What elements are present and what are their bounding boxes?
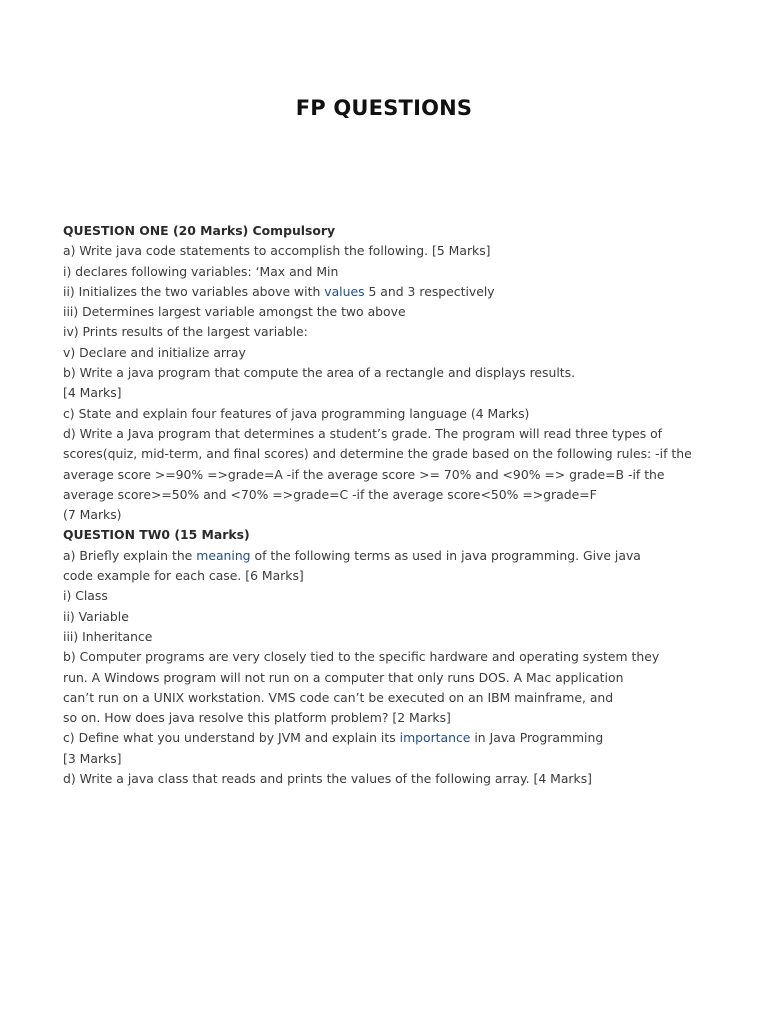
text-line: can’t run on a UNIX workstation. VMS code can’t be executed on an IBM mainframe, and	[63, 689, 614, 705]
text-segment: of the following terms as used in java programming. Give java	[250, 547, 641, 563]
text-line: iii) Inheritance	[63, 628, 153, 644]
text-line	[63, 282, 723, 302]
text-segment: 5 and 3 respectively	[364, 283, 495, 299]
inline-link[interactable]: meaning	[196, 547, 251, 563]
text-line: c) State and explain four features of java programming language (4 Marks)	[63, 405, 530, 421]
text-line: [3 Marks]	[63, 750, 122, 766]
text-line: average score>=50% and <70% =>grade=C -if the average score<50% =>grade=F	[63, 486, 597, 502]
text-line: average score >=90% =>grade=A -if the average score >= 70% and <90% => grade=B -if the	[63, 466, 665, 482]
text-line: ii) Variable	[63, 608, 129, 624]
question-heading: QUESTION TW0 (15 Marks)	[63, 527, 250, 543]
text-segment: a) Briefly explain the	[63, 547, 197, 563]
text-line: d) Write a java class that reads and prints the values of the following array. [4 Marks]	[63, 771, 592, 787]
text-line: i) declares following variables: ‘Max and Min	[63, 263, 339, 279]
text-line: scores(quiz, mid-term, and final scores) and determine the grade based on the following rules: -if the	[63, 446, 692, 462]
question-heading: QUESTION ONE (20 Marks) Compulsory	[63, 223, 336, 238]
text-line: iii) Determines largest variable amongst the two above	[63, 304, 406, 320]
text-segment: ii) Initializes the two variables above with	[63, 283, 325, 299]
inline-link[interactable]: values	[324, 283, 365, 299]
text-line: b) Write a java program that compute the area of a rectangle and displays results.	[63, 365, 576, 381]
text-segment: c) Define what you understand by JVM and explain its	[63, 730, 400, 746]
text-line	[63, 728, 723, 748]
text-line: (7 Marks)	[63, 507, 122, 523]
text-line: i) Class	[63, 588, 108, 604]
text-line: a) Write java code statements to accomplish the following. [5 Marks]	[63, 243, 491, 259]
inline-link[interactable]: importance	[399, 730, 471, 746]
text-line: v) Declare and initialize array	[63, 344, 246, 360]
text-line: [4 Marks]	[63, 385, 122, 401]
text-segment: in Java Programming	[470, 730, 604, 746]
document-body	[63, 221, 723, 789]
text-line: so on. How does java resolve this platform problem? [2 Marks]	[63, 710, 451, 726]
text-line	[63, 546, 723, 566]
page-title: FP QUESTIONS	[295, 96, 473, 120]
text-line: b) Computer programs are very closely tied to the specific hardware and operating system they	[63, 649, 660, 665]
text-line: d) Write a Java program that determines a student’s grade. The program will read three types of	[63, 425, 663, 441]
text-line: iv) Prints results of the largest variable:	[63, 324, 308, 340]
text-line: code example for each case. [6 Marks]	[63, 568, 304, 584]
text-line: run. A Windows program will not run on a computer that only runs DOS. A Mac application	[63, 669, 624, 685]
